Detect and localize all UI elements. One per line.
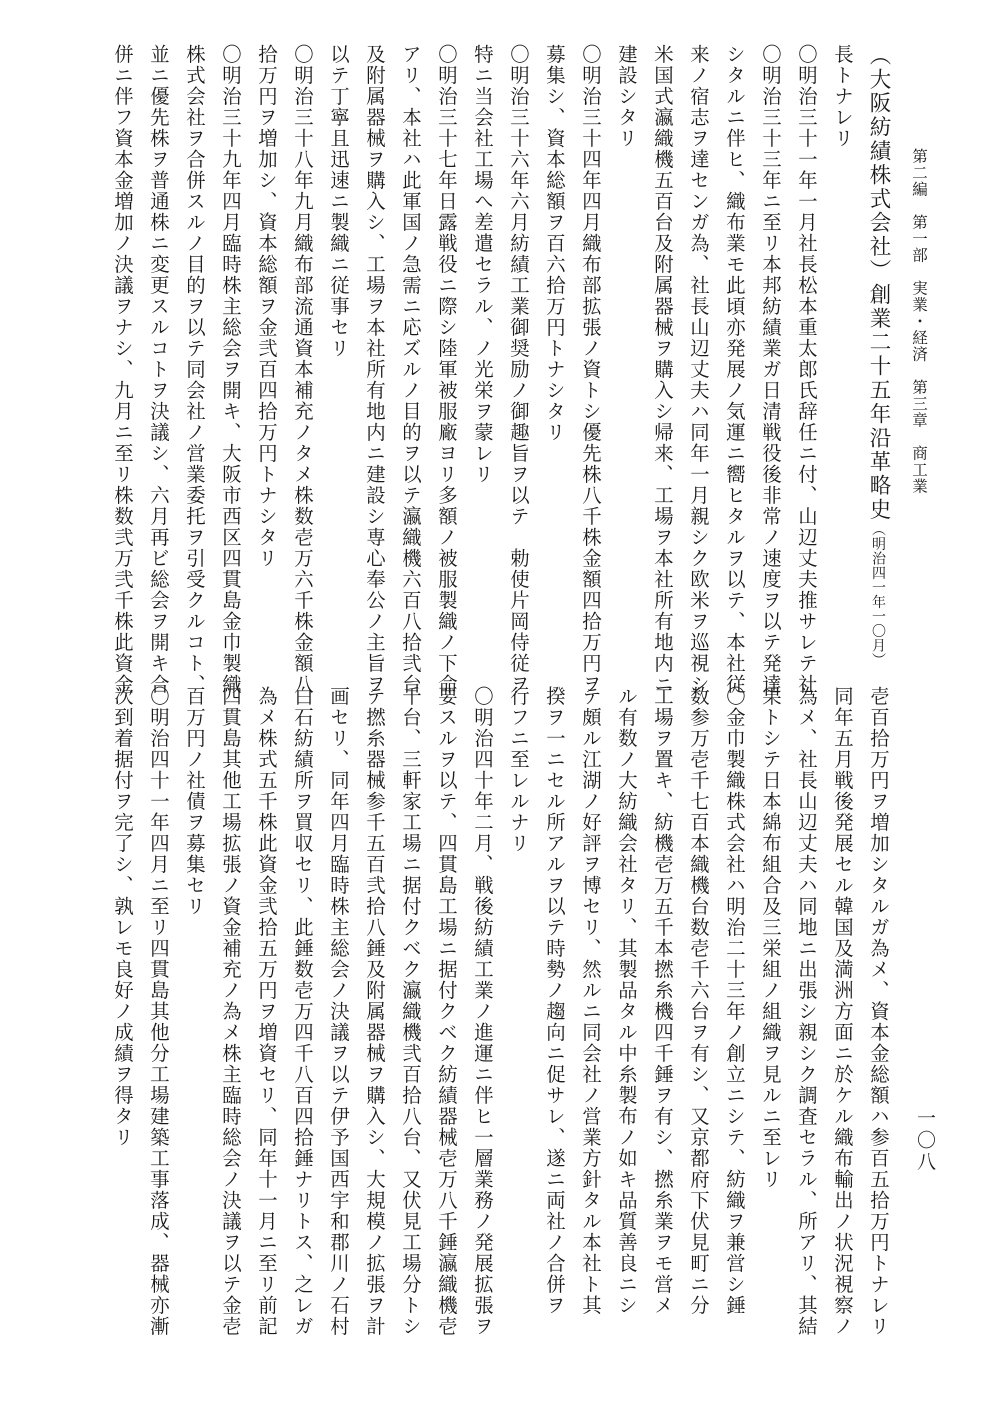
upper-text-line: 以テ丁寧且迅速ニ製織ニ従事セリ	[327, 44, 350, 359]
lower-text-line: 工場ヲ置キ、紡機壱万五千本撚糸機四千錘ヲ有シ、撚糸業ヲモ営メ	[651, 686, 674, 1316]
lower-text-line: 〇明治四十年二月、戦後紡績工業ノ進運ニ伴ヒ一層業務ノ発展拡張ヲ	[471, 686, 494, 1337]
upper-text-line: 〇明治三十八年九月織布部流通資本補充ノタメ株数壱万六千株金額八	[291, 44, 314, 695]
lower-text-line: テ撚糸器械参千五百弐拾八錘及附属器械ヲ購入シ、大規模ノ拡張ヲ計	[363, 686, 386, 1337]
upper-text-line: 特ニ当会社工場へ差遣セラル、ノ光栄ヲ蒙レリ	[471, 44, 494, 485]
lower-text-line: 四貫島其他工場拡張ノ資金補充ノ為メ株主臨時総会ノ決議ヲ以テ金壱	[219, 686, 242, 1337]
title-date-note: （明治四一年一〇月）	[870, 522, 886, 667]
lower-text-line: 千台、三軒家工場ニ据付クベク瀛織機弐百拾八台、又伏見工場分トシ	[399, 686, 422, 1337]
upper-text-line: 建設シタリ	[615, 44, 638, 149]
lower-text-line: 〇金巾製織株式会社ハ明治二十三年ノ創立ニシテ、紡織ヲ兼営シ錘	[723, 686, 746, 1316]
upper-text-line: 来ノ宿志ヲ達センガ為、社長山辺丈夫ハ同年一月親シク欧米ヲ巡視シ	[687, 44, 710, 695]
lower-text-line: 果トシテ日本綿布組合及三栄組ノ組織ヲ見ルニ至レリ	[759, 686, 782, 1190]
article-title	[860, 44, 896, 667]
lower-text-line: 壱百拾万円ヲ増加シタルガ為メ、資本金総額ハ参百五拾万円トナレリ	[867, 686, 890, 1337]
lower-text-line: ル有数ノ大紡織会社タリ、其製品タル中糸製布ノ如キ品質善良ニシ	[615, 686, 638, 1316]
lower-text-line: 数参万壱千七百本織機台数壱千六台ヲ有シ、又京都府下伏見町ニ分	[687, 686, 710, 1316]
lower-text-line: 百万円ノ社債ヲ募集セリ	[183, 686, 206, 917]
page-number: 一〇八	[914, 1108, 936, 1174]
upper-text-line: 募集シ、資本総額ヲ百六拾万円トナシタリ	[543, 44, 566, 443]
running-head: 第二編 第一部 実業・経済 第三章 商工業	[910, 148, 928, 495]
lower-text-line: 画セリ、同年四月臨時株主総会ノ決議ヲ以テ伊予国西宇和郡川ノ石村	[327, 686, 350, 1337]
upper-text-line: 〇明治三十六年六月紡績工業御奨励ノ御趣旨ヲ以テ 勅使片岡侍従ヲ	[507, 44, 530, 695]
lower-text-line: 〇明治四十一年四月ニ至リ四貫島其他分工場建築工事落成、器械亦漸	[147, 686, 170, 1337]
upper-text-block	[111, 44, 896, 695]
upper-text-line: 〇明治三十九年四月臨時株主総会ヲ開キ、大阪市西区四貫島金巾製織	[219, 44, 242, 695]
title-text: （大阪紡績株式会社）創業二十五年沿革略史	[866, 44, 891, 522]
lower-text-line: 要スルヲ以テ、四貫島工場ニ据付クベク紡績器械壱万八千錘瀛織機壱	[435, 686, 458, 1337]
upper-text-line: 併ニ伴フ資本金増加ノ決議ヲナシ、九月ニ至リ株数弐万弐千株此資金	[111, 44, 134, 695]
upper-text-line: 〇明治三十四年四月織布部拡張ノ資トシ優先株八千株金額四拾万円ヲ	[579, 44, 602, 695]
upper-text-line: 〇明治三十三年ニ至リ本邦紡績業ガ日清戦役後非常ノ速度ヲ以テ発達	[759, 44, 782, 695]
upper-text-line: シタルニ伴ヒ、織布業モ此頃亦発展ノ気運ニ嚮ヒタルヲ以テ、本社従	[723, 44, 746, 695]
lower-text-block	[86, 686, 896, 1336]
upper-text-line: 〇明治三十七年日露戦役ニ際シ陸軍被服廠ヨリ多額ノ被服製織ノ下命	[435, 44, 458, 695]
lower-text-line: 為メ、社長山辺丈夫ハ同地ニ出張シ親シク調査セラル、所アリ、其結	[795, 686, 818, 1337]
lower-text-line: 同年五月戦後発展セル韓国及満洲方面ニ於ケル織布輸出ノ状況視察ノ	[831, 686, 854, 1337]
lower-text-line: 為メ株式五千株此資金弐拾五万円ヲ増資セリ、同年十一月ニ至リ前記	[255, 686, 278, 1337]
lower-text-line: 次到着据付ヲ完了シ、孰レモ良好ノ成績ヲ得タリ	[111, 686, 134, 1148]
lower-text-line: 行フニ至レルナリ	[507, 686, 530, 854]
upper-text-line: 〇明治三十一年一月社長松本重太郎氏辞任ニ付、山辺丈夫推サレテ社	[795, 44, 818, 695]
upper-text-line: アリ、本社ハ此軍国ノ急需ニ応ズルノ目的ヲ以テ瀛織機六百八拾弐台	[399, 44, 422, 695]
lower-text-line: テ頗ル江湖ノ好評ヲ博セリ、然ルニ同会社ノ営業方針タル本社ト其	[579, 686, 602, 1316]
lower-text-line: 白石紡績所ヲ買収セリ、此錘数壱万四千八百四拾錘ナリトス、之レガ	[291, 686, 314, 1337]
upper-text-line: 並ニ優先株ヲ普通株ニ変更スルコトヲ決議シ、六月再ビ総会ヲ開キ合	[147, 44, 170, 695]
upper-text-line: 及附属器械ヲ購入シ、工場ヲ本社所有地内ニ建設シ専心奉公ノ主旨ヲ	[363, 44, 386, 695]
upper-text-line: 株式会社ヲ合併スルノ目的ヲ以テ同会社ノ営業委托ヲ引受クルコト、	[183, 44, 206, 695]
upper-text-line: 米国式瀛織機五百台及附属器械ヲ購入シ帰来、工場ヲ本社所有地内ニ	[651, 44, 674, 695]
upper-text-line: 長トナレリ	[831, 44, 854, 149]
upper-text-line: 拾万円ヲ増加シ、資本総額ヲ金弐百四拾万円トナシタリ	[255, 44, 278, 569]
lower-text-line: 揆ヲ一ニセル所アルヲ以テ時勢ノ趨向ニ促サレ、遂ニ両社ノ合併ヲ	[543, 686, 566, 1316]
